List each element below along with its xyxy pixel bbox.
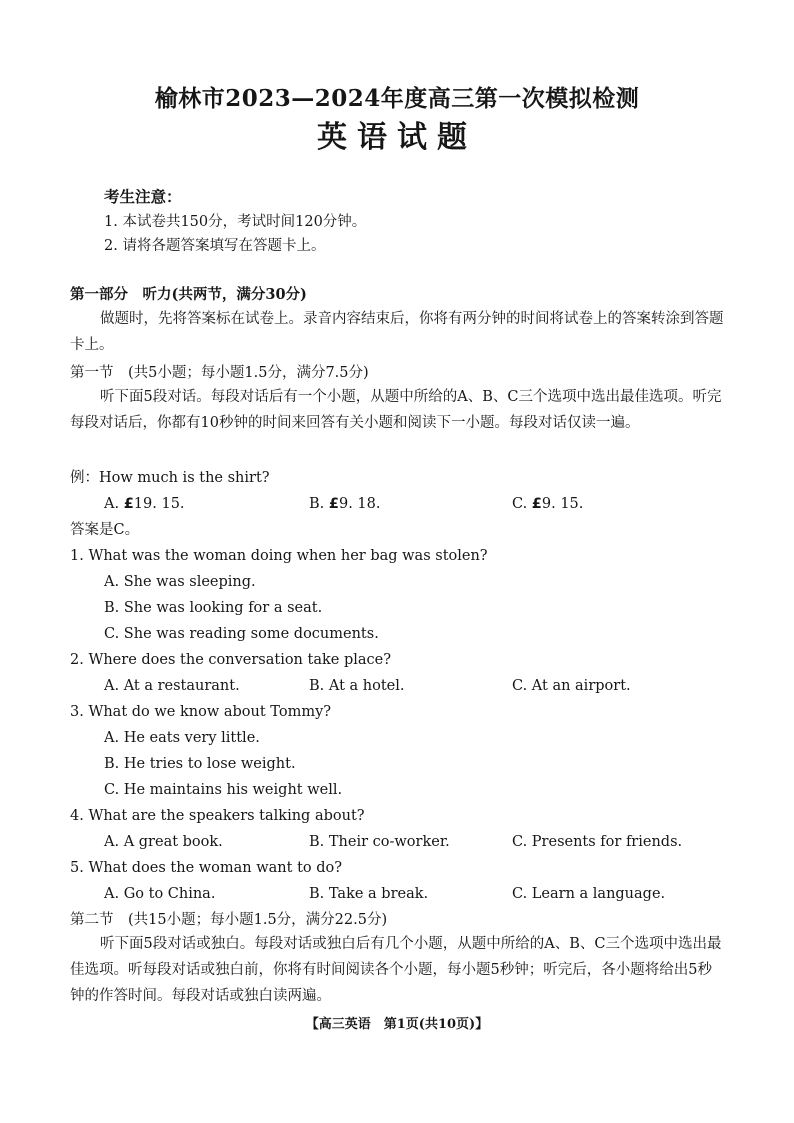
question-5-option-b: B. Take a break.	[309, 886, 429, 902]
notice-heading: 考生注意：	[104, 187, 182, 206]
part1-instruction: 做题时，先将答案标在试卷上。录音内容结束后，你将有两分钟的时间将试卷上的答案转涂到答题卡上。	[70, 311, 724, 353]
question-1-option-c: C. She was reading some documents.	[104, 626, 379, 642]
question-2-option-b: B. At a hotel.	[309, 678, 405, 694]
subject-title: 英语试题	[317, 120, 477, 155]
question-2: 2. Where does the conversation take place?	[70, 652, 391, 668]
question-5-option-a: A. Go to China.	[104, 886, 216, 902]
question-4-option-a: A. A great book.	[104, 834, 223, 850]
section2-heading: 第二节 (共15小题；每小题1.5分，满分22.5分)	[70, 912, 388, 928]
section2-instruction: 听下面5段对话或独白。每段对话或独白后有几个小题，从题中所给的A、B、C三个选项中选出最佳选项。听每段对话或独白前，你将有时间阅读各个小题，每小题5秒钟；听完后，各小题将给出5秒钟的作答时间。每段对话或独白读两遍。	[70, 936, 722, 1004]
part1-heading: 第一部分 听力(共两节，满分30分)	[70, 286, 307, 303]
question-4: 4. What are the speakers talking about?	[70, 808, 365, 824]
example-option-c: C. £9. 15.	[512, 496, 584, 512]
question-3-option-c: C. He maintains his weight well.	[104, 782, 343, 798]
page-footer: 【高三英语 第1页(共10页)】	[305, 1017, 489, 1032]
question-1: 1. What was the woman doing when her bag was stolen?	[70, 548, 488, 564]
question-5-option-c: C. Learn a language.	[512, 886, 666, 902]
section1-instruction: 听下面5段对话。每段对话后有一个小题，从题中所给的A、B、C三个选项中选出最佳选项。听完每段对话后，你都有10秒钟的时间来回答有关小题和阅读下一小题。每段对话仅读一遍。	[70, 389, 722, 431]
question-3: 3. What do we know about Tommy?	[70, 704, 332, 720]
notice-item-2: 2. 请将各题答案填写在答题卡上。	[104, 238, 326, 254]
question-3-option-a: A. He eats very little.	[104, 730, 260, 746]
section1-heading: 第一节 (共5小题；每小题1.5分，满分7.5分)	[70, 365, 369, 381]
exam-title: 榆林市2023—2024年度高三第一次模拟检测	[154, 85, 640, 112]
question-5: 5. What does the woman want to do?	[70, 860, 343, 876]
question-3-option-b: B. He tries to lose weight.	[104, 756, 296, 772]
pound-sign: £	[328, 496, 339, 512]
question-4-option-c: C. Presents for friends.	[512, 834, 683, 850]
question-2-option-a: A. At a restaurant.	[104, 678, 240, 694]
notice-item-1: 1. 本试卷共150分，考试时间120分钟。	[104, 214, 367, 230]
pound-sign: £	[531, 496, 542, 512]
example-answer: 答案是C。	[70, 522, 140, 538]
question-4-option-b: B. Their co-worker.	[309, 834, 450, 850]
question-1-option-a: A. She was sleeping.	[104, 574, 256, 590]
example-question: 例：How much is the shirt?	[70, 470, 270, 486]
question-1-option-b: B. She was looking for a seat.	[104, 600, 323, 616]
pound-sign: £	[123, 496, 134, 512]
example-option-b: B. £9. 18.	[309, 496, 381, 512]
question-2-option-c: C. At an airport.	[512, 678, 631, 694]
example-option-a: A. £19. 15.	[104, 496, 185, 512]
